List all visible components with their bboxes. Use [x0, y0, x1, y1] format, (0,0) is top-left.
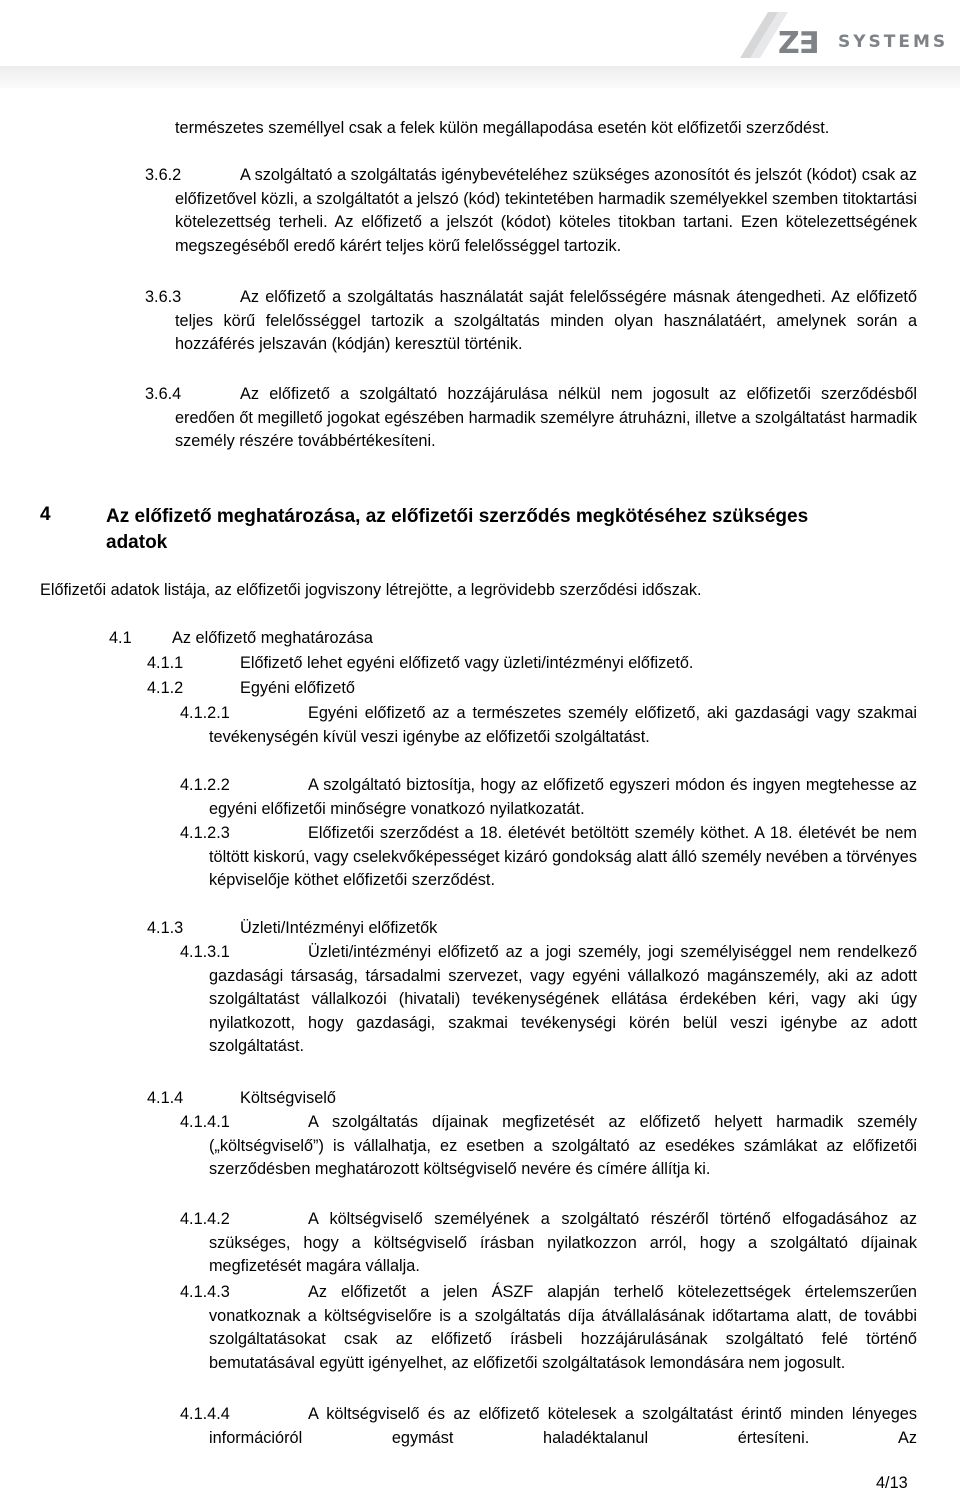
clause-text-4-1-2-2: A szolgáltató biztosítja, hogy az előfizető egyszeri módon és ingyen megtehesse az egyéni előfizetői minőségre vonatkozó nyilatkozatát.	[209, 776, 917, 818]
clause-number-4-1-2: 4.1.2	[147, 679, 184, 697]
clause-text-3-6-3: Az előfizető a szolgáltatás használatát saját felelősségére másnak átengedheti. Az előfizető teljes körű felelősséggel tartozik a szolgáltatás minden olyan használatáért, amelynek során a hozzáférés jelszaván (kódján) keresztül történik.	[175, 288, 917, 354]
clause-number-4-1-1: 4.1.1	[147, 654, 184, 672]
clause-text-4-1-3-1: Üzleti/intézményi előfizető az a jogi személy, jogi személyiséggel nem rendelkező gazdasági társaság, társadalmi szervezet, vagy egyéni vállalkozó magánszemély, aki az adott szolgáltatást vállalkozói (hivatali) tevékenységének ellátása érdekében kéri, vagy aki úgy nyilatkozott, hogy gazdasági, szakmai tevékenységi körén belül veszi igénybe az adott szolgáltatást.	[209, 943, 917, 1056]
clause-number-3-6-2: 3.6.2	[145, 166, 182, 184]
clause-text-4-1-4-3: Az előfizetőt a jelen ÁSZF alapján terhelő kötelezettségek értelemszerűen vonatkoznak a költségviselőre is a szolgáltatás díja átvállalásának időtartama alatt, de további szolgáltatásokat csak az előfizető írásbeli hozzájárulásának szolgáltató felé történő bemutatásával együtt igényelhet, az előfizetői szolgáltatások lemondására nem jogosult.	[209, 1283, 917, 1372]
section-number: 4	[40, 504, 51, 525]
subsection-title-4-1: Az előfizető meghatározása	[172, 629, 373, 647]
clause-text-4-1-2-1: Egyéni előfizető az a természetes személy előfizető, aki gazdasági vagy szakmai tevékenységén kívül veszi igénybe az előfizetői szolgáltatást.	[209, 704, 917, 746]
clause-number-4-1-4-4: 4.1.4.4	[180, 1405, 230, 1423]
clause-title-4-1-4: Költségviselő	[240, 1089, 336, 1107]
clause-text-4-1-2-3: Előfizetői szerződést a 18. életévét betöltött személy köthet. A 18. életévét be nem töltött kiskorú, vagy cselekvőképességet kizáró gondokság alatt álló személy nevében a törvényes képviselője köthet előfizetői szerződést.	[209, 824, 917, 890]
continuation-paragraph: természetes személlyel csak a felek külön megállapodása esetén köt előfizetői szerződést.	[175, 119, 830, 137]
clause-number-4-1-2-3: 4.1.2.3	[180, 824, 230, 842]
subsection-number-4-1: 4.1	[109, 629, 132, 647]
clause-text-3-6-4: Az előfizető a szolgáltató hozzájárulása nélkül nem jogosult az előfizetői szerződésből eredően őt megillető jogokat egészében harmadik személyre átruházni, illetve a szolgáltatást harmadik személy részére továbbértékesíteni.	[175, 385, 917, 451]
clause-number-3-6-3: 3.6.3	[145, 288, 182, 306]
clause-number-4-1-3: 4.1.3	[147, 919, 184, 937]
clause-text-4-1-4-4: A költségviselő és az előfizető kötelesek a szolgáltatást érintő minden lényeges információról egymást haladéktalanul értesíteni. Az	[209, 1405, 917, 1447]
section-title: Az előfizető meghatározása, az előfizetői szerződés megkötéséhez szükséges adatok	[106, 506, 809, 553]
logo-wordmark: SYSTEMS	[838, 32, 949, 52]
clause-number-4-1-4: 4.1.4	[147, 1089, 184, 1107]
clause-text-4-1-4-1: A szolgáltatás díjainak megfizetését az előfizető helyett harmadik személy („költségviselő”) is vállalhatja, ez esetben a szolgáltató az esedékes számlákat az előfizetői szerződésben meghatározott költségviselő nevére és címére állítja ki.	[209, 1113, 917, 1179]
clause-title-4-1-3: Üzleti/Intézményi előfizetők	[240, 919, 438, 937]
clause-number-4-1-4-2: 4.1.4.2	[180, 1210, 230, 1228]
clause-title-4-1-2: Egyéni előfizető	[240, 679, 355, 697]
clause-text-4-1-4-2: A költségviselő személyének a szolgáltató részéről történő elfogadásához az szükséges, hogy a költségviselő írásban nyilatkozzon arról, hogy a szolgáltató díjainak megfizetését magára vállalja.	[209, 1210, 917, 1276]
page-number: 4/13	[876, 1474, 908, 1492]
clause-number-3-6-4: 3.6.4	[145, 385, 182, 403]
clause-number-4-1-4-1: 4.1.4.1	[180, 1113, 230, 1131]
section-intro: Előfizetői adatok listája, az előfizetői jogviszony létrejötte, a legrövidebb szerződési időszak.	[40, 581, 702, 599]
header-band	[0, 66, 960, 88]
logo-mark: Z∃	[778, 26, 819, 61]
clause-number-4-1-4-3: 4.1.4.3	[180, 1283, 230, 1301]
clause-number-4-1-2-1: 4.1.2.1	[180, 704, 230, 722]
clause-text-4-1-1: Előfizető lehet egyéni előfizető vagy üzleti/intézményi előfizető.	[240, 654, 694, 672]
clause-text-3-6-2: A szolgáltató a szolgáltatás igénybevételéhez szükséges azonosítót és jelszót (kódot) csak az előfizetővel közli, a szolgáltatót a jelszó (kód) tekintetében harmadik személyekkel szemben titoktartási kötelezettség terheli. Az előfizető a jelszót (kódot) köteles titokban tartani. Ezen kötelezettségének megszegéséből eredő kárért teljes körű felelősséggel tartozik.	[175, 166, 917, 255]
clause-number-4-1-2-2: 4.1.2.2	[180, 776, 230, 794]
clause-number-4-1-3-1: 4.1.3.1	[180, 943, 230, 961]
